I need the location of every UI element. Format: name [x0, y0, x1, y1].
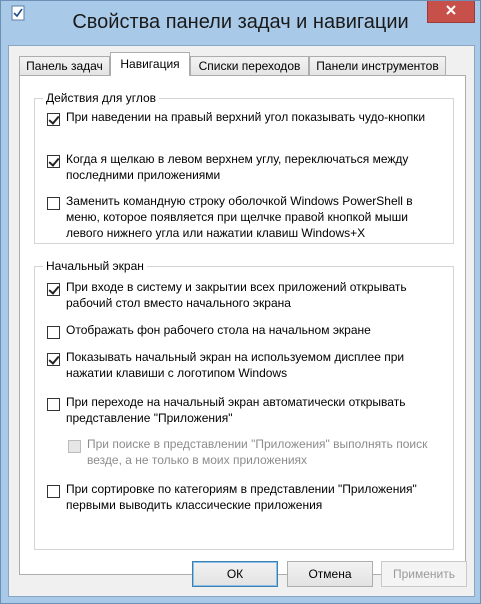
dialog-client-area — [8, 45, 475, 597]
option-label: Отображать фон рабочего стола на начальном экране — [66, 323, 371, 337]
tab-toolbars[interactable]: Панели инструментов — [309, 56, 446, 75]
checkbox[interactable] — [47, 353, 60, 366]
checkbox[interactable] — [47, 398, 60, 411]
option-search-everywhere — [68, 436, 445, 468]
option-switch-recent-apps[interactable] — [47, 151, 445, 183]
title-bar[interactable] — [1, 1, 480, 45]
window-title: Свойства панели задач и навигации — [72, 11, 409, 33]
option-label: При поиске в представлении "Приложения" выполнять поиск везде, а не только в моих приложениях — [87, 437, 428, 467]
option-powershell[interactable] — [47, 193, 445, 241]
option-boot-to-desktop[interactable] — [47, 279, 445, 311]
checkbox[interactable] — [47, 197, 60, 210]
corner-actions-title: Действия для углов — [43, 91, 159, 105]
corner-actions-group — [34, 91, 454, 244]
tab-jump-lists[interactable]: Списки переходов — [190, 56, 309, 75]
checkbox — [68, 440, 81, 453]
option-label: Заменить командную строку оболочкой Windows PowerShell в меню, которое появляется при щелчке правой кнопкой мыши левого нижнего угла или нажатии клавиш Windows+X — [66, 194, 413, 240]
option-label: При наведении на правый верхний угол показывать чудо-кнопки — [66, 110, 426, 124]
start-screen-title: Начальный экран — [43, 259, 147, 273]
option-label: Показывать начальный экран на используемом дисплее при нажатии клавиши с логотипом Windows — [66, 350, 405, 380]
ok-button[interactable]: ОК — [192, 561, 278, 587]
checkbox[interactable] — [47, 485, 60, 498]
option-label: При входе в систему и закрытии всех приложений открывать рабочий стол вместо начального экрана — [66, 280, 407, 310]
option-label: Когда я щелкаю в левом верхнем углу, переключаться между последними приложениями — [66, 152, 409, 182]
checkbox[interactable] — [47, 326, 60, 339]
tab-taskbar[interactable]: Панель задач — [19, 56, 110, 75]
cancel-button[interactable]: Отмена — [287, 561, 373, 587]
option-apps-view[interactable] — [47, 394, 445, 426]
checkbox[interactable] — [47, 113, 60, 126]
close-icon — [445, 4, 457, 19]
option-start-on-active-display[interactable] — [47, 349, 445, 381]
apply-button[interactable]: Применить — [381, 561, 467, 587]
checkbox[interactable] — [47, 283, 60, 296]
option-charms-corner[interactable] — [47, 109, 445, 126]
tab-navigation[interactable]: Навигация — [110, 52, 190, 76]
option-label: При сортировке по категориям в представлении "Приложения" первыми выводить классические приложения — [66, 482, 417, 512]
option-desktop-apps-first[interactable] — [47, 481, 445, 513]
start-screen-group — [34, 259, 454, 550]
option-desktop-background[interactable] — [47, 322, 445, 339]
close-button[interactable] — [427, 1, 475, 23]
option-label: При переходе на начальный экран автоматически открывать представление "Приложения" — [66, 395, 406, 425]
navigation-tab-panel — [19, 75, 466, 575]
checkbox[interactable] — [47, 155, 60, 168]
